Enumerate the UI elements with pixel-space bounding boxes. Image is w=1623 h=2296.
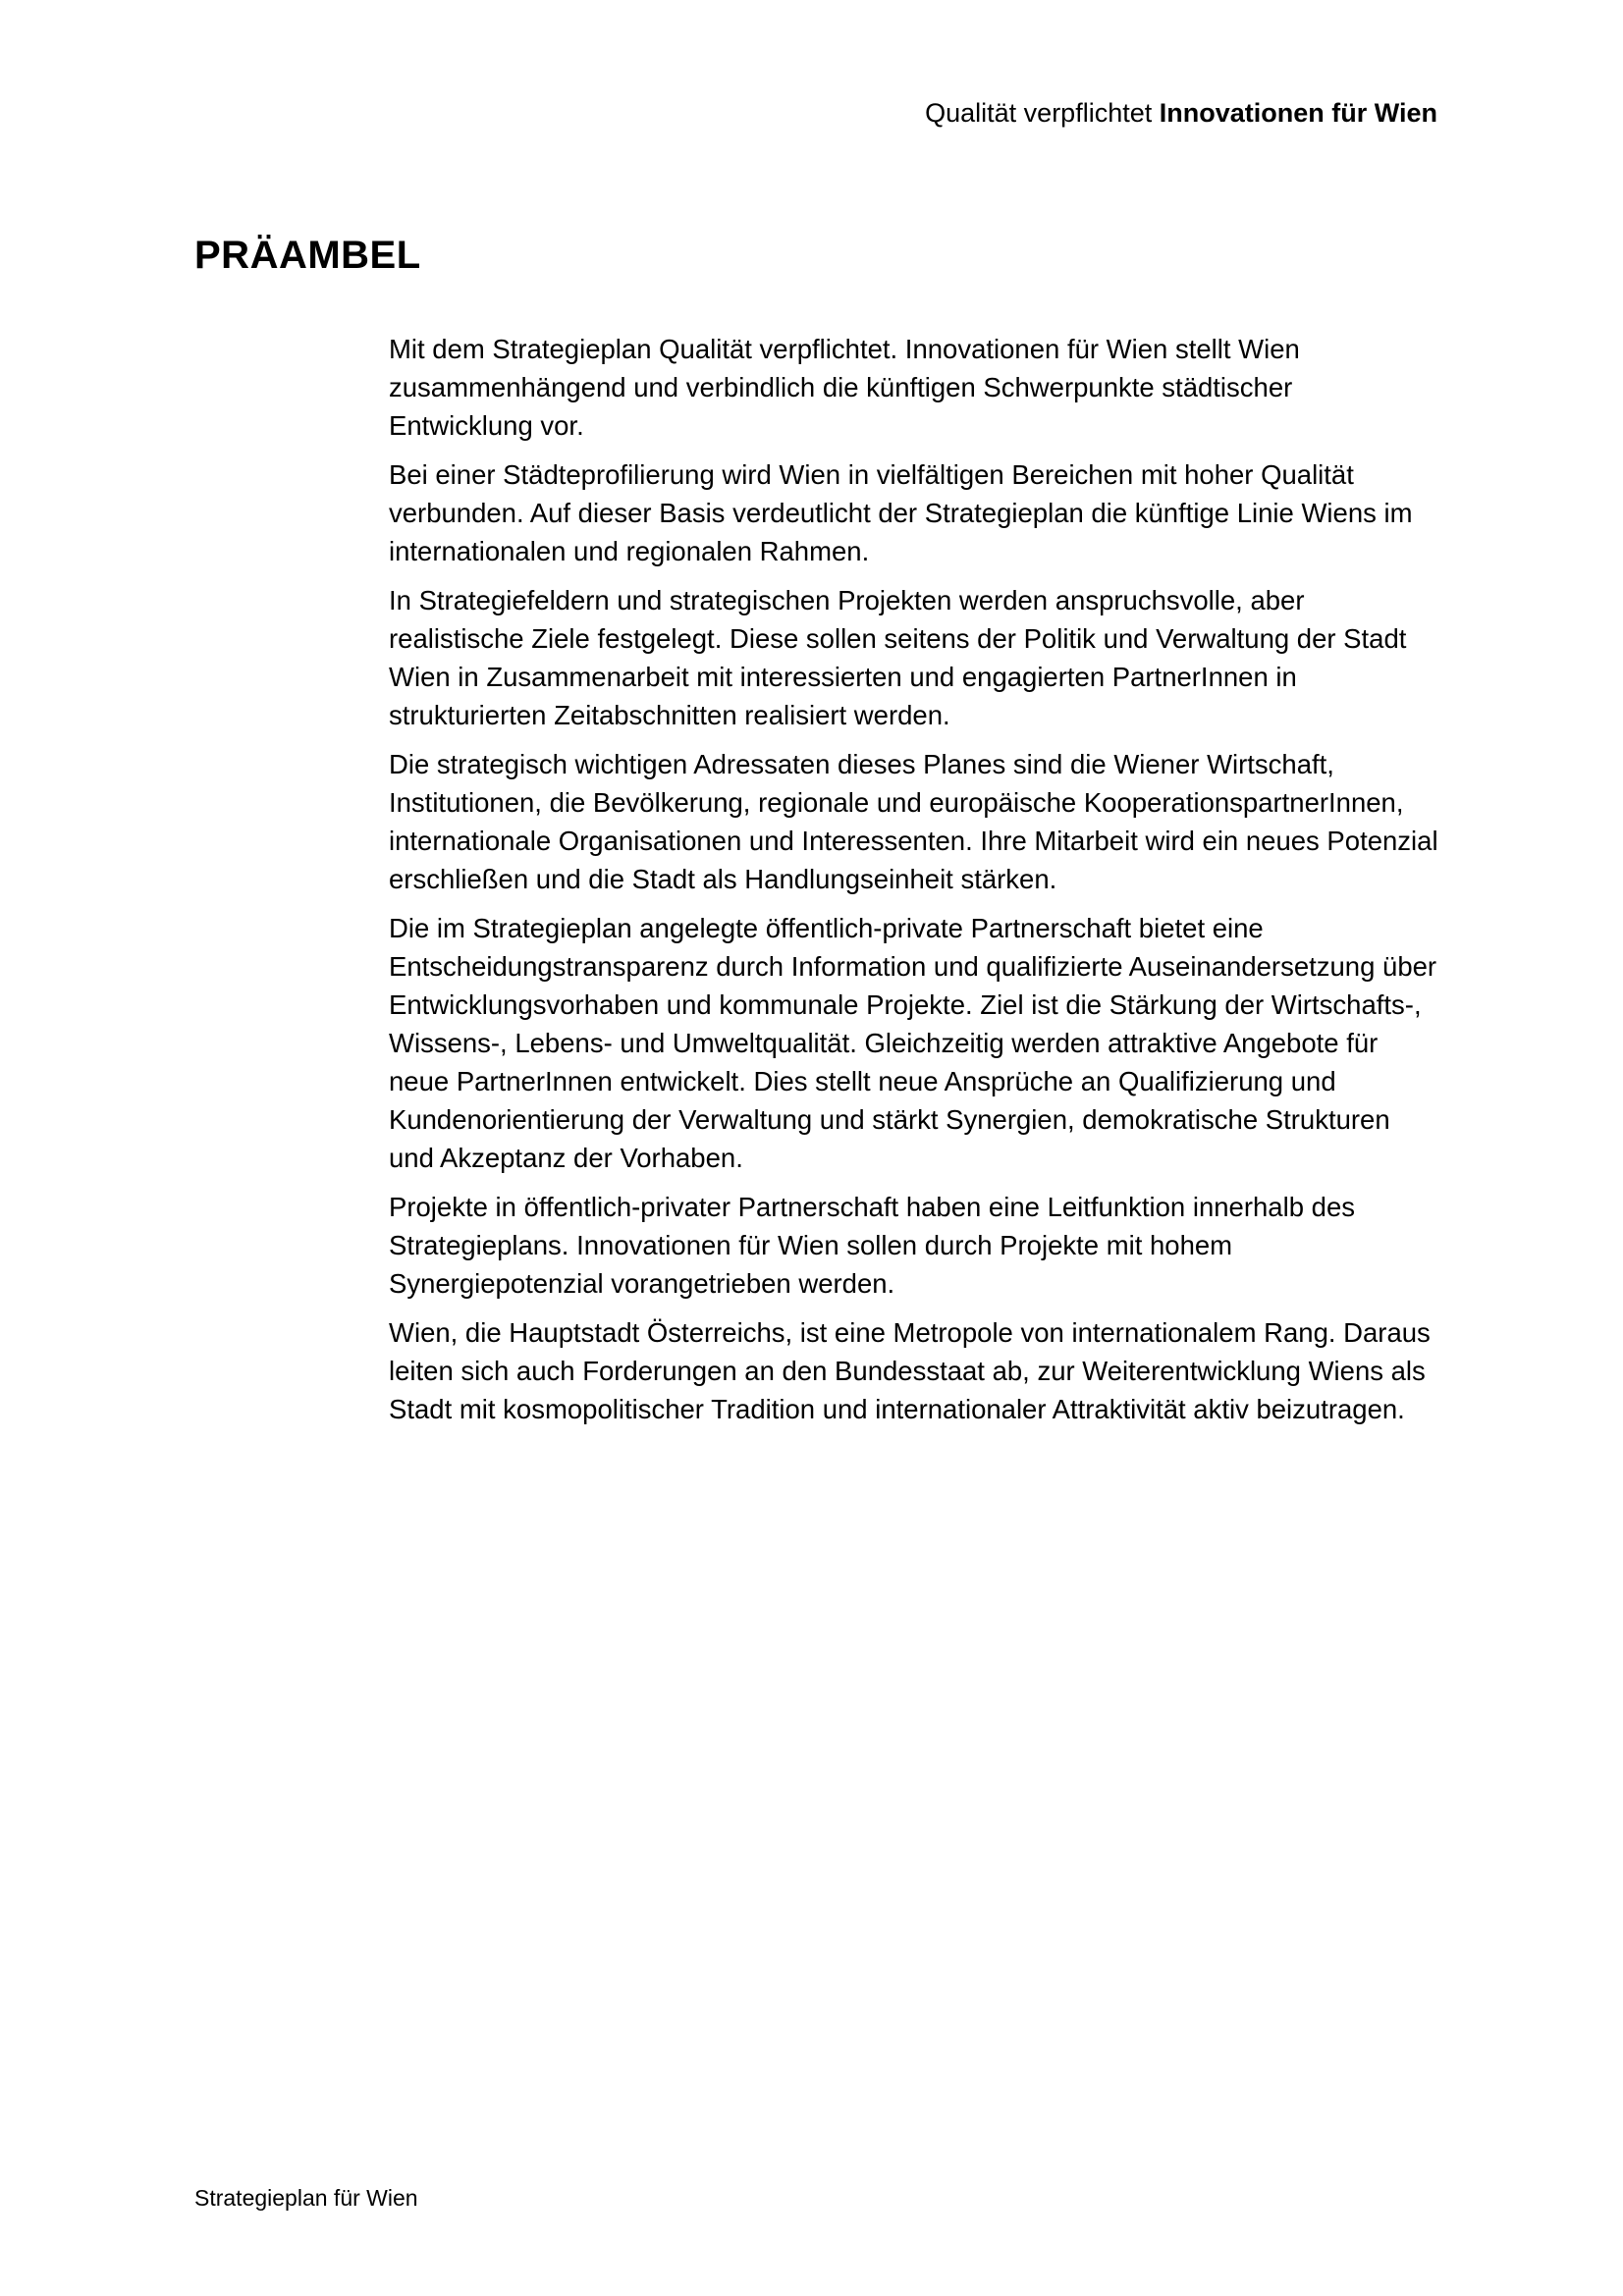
running-footer: Strategieplan für Wien (194, 2185, 418, 2211)
paragraph: Die im Strategieplan angelegte öffentlich-private Partnerschaft bietet eine Entscheidungstransparenz durch Information und qualifizierte Auseinandersetzung über Entwicklungsvorhaben und kommunale Projekte. Ziel ist die Stärkung der Wirtschafts-, Wissens-, Lebens- und Umweltqualität. Gleichzeitig werden attraktive Angebote für neue PartnerInnen entwickelt. Dies stellt neue Ansprüche an Qualifizierung und Kundenorientierung der Verwaltung und stärkt Synergien, demokratische Strukturen und Akzeptanz der Vorhaben. (389, 913, 1437, 1173)
paragraph: Bei einer Städteprofilierung wird Wien in vielfältigen Bereichen mit hoher Qualität verbunden. Auf dieser Basis verdeutlicht der Strategieplan die künftige Linie Wiens im internationalen und regionalen Rahmen. (389, 459, 1413, 566)
paragraph: Projekte in öffentlich-privater Partnerschaft haben eine Leitfunktion innerhalb des Strategieplans. Innovationen für Wien sollen durch Projekte mit hohem Synergiepotenzial vorangetrieben werden. (389, 1192, 1355, 1299)
paragraph: Wien, die Hauptstadt Österreichs, ist eine Metropole von internationalem Rang. Daraus leiten sich auch Forderungen an den Bundesstaat ab, zur Weiterentwicklung Wiens als Stadt mit kosmopolitischer Tradition und internationaler Attraktivität aktiv beizutragen. (389, 1317, 1431, 1424)
running-header (925, 96, 1437, 130)
header-title-regular: Qualität verpflichtet (925, 98, 1153, 128)
paragraph: In Strategiefeldern und strategischen Projekten werden anspruchsvolle, aber realistische Ziele festgelegt. Diese sollen seitens der Politik und Verwaltung der Stadt Wien in Zusammenarbeit mit interessierten und engagierten PartnerInnen in strukturierten Zeitabschnitten realisiert werden. (389, 585, 1407, 730)
paragraph: Die strategisch wichtigen Adressaten dieses Planes sind die Wiener Wirtschaft, Institutionen, die Bevölkerung, regionale und europäische KooperationspartnerInnen, internationale Organisationen und Interessenten. Ihre Mitarbeit wird ein neues Potenzial erschließen und die Stadt als Handlungseinheit stärken. (389, 749, 1438, 894)
paragraph: Mit dem Strategieplan Qualität verpflichtet. Innovationen für Wien stellt Wien zusammenhängend und verbindlich die künftigen Schwerpunkte städtischer Entwicklung vor. (389, 334, 1300, 441)
page-title: PRÄAMBEL (194, 234, 421, 277)
body-text (389, 330, 1439, 1439)
header-title-bold: Innovationen für Wien (1159, 98, 1437, 128)
